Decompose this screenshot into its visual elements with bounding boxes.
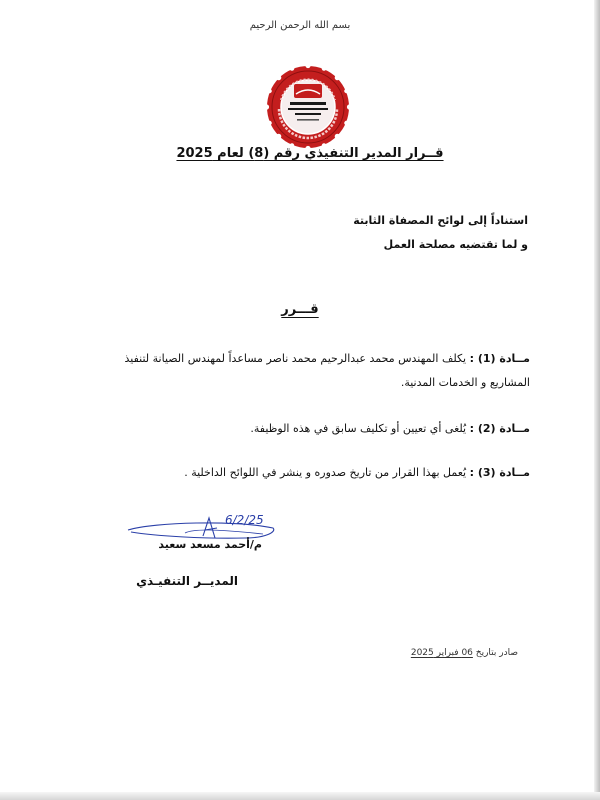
bismillah: بسم الله الرحمن الرحيم <box>249 20 351 31</box>
article-1 <box>124 352 530 365</box>
article-3-text: يُعمل بهذا القرار من تاريخ صدوره و ينشر في اللوائح الداخلية . <box>184 466 467 479</box>
article-2 <box>250 422 530 435</box>
page-edge-shadow-bottom <box>0 792 600 800</box>
issued-date-line <box>411 648 518 658</box>
ministry-logo <box>263 62 353 152</box>
article-3 <box>184 466 530 479</box>
preamble-line-1: استناداً إلى لوائح المصفاة الثابتة <box>353 214 528 227</box>
page-edge-shadow-right <box>594 0 600 800</box>
article-1-text: يكلف المهندس محمد عبدالرحيم محمد ناصر مساعداً لمهندس الصيانة لتنفيذ <box>124 352 467 365</box>
signer-title: المديــر التنفيـذي <box>136 574 238 588</box>
preamble-line-2: و لما تقتضيه مصلحة العمل <box>383 238 528 251</box>
article-2-text: يُلغى أي تعيين أو تكليف سابق في هذه الوظيفة. <box>250 422 467 435</box>
decided-heading: قـــرر <box>281 302 319 317</box>
article-3-label: مــادة (3) : <box>469 466 530 479</box>
decree-title: قــرار المدير التنفيذي رقم (8) لعام 2025 <box>176 146 444 161</box>
article-1-label: مــادة (1) : <box>469 352 530 365</box>
handwritten-date: 6/2/25 <box>225 513 264 527</box>
issued-date: 06 فبراير 2025 <box>410 648 473 658</box>
article-2-label: مــادة (2) : <box>469 422 530 435</box>
issued-prefix: صادر بتاريخ <box>475 648 518 658</box>
article-1-continuation: المشاريع و الخدمات المدنية. <box>400 376 530 389</box>
signer-name: م/أحمد مسعد سعيد <box>158 538 262 551</box>
